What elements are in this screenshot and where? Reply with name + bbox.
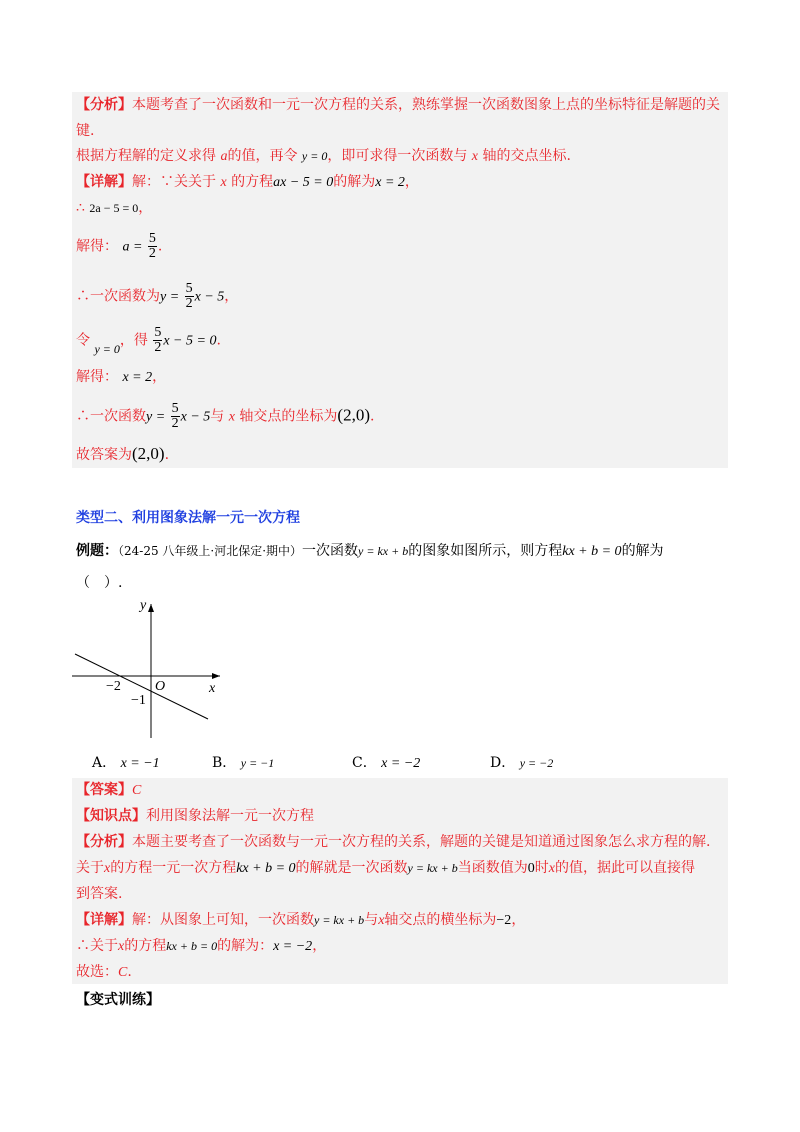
y-tick-label: −1 [131,693,146,708]
equation: kx + b = 0 [166,939,218,953]
analysis-tag: 【分析】 [76,97,132,113]
lhs: y = [160,289,180,305]
text: 故选： [76,964,118,980]
answer-tag: 【答案】 [76,782,132,798]
denominator: 2 [185,296,193,311]
analysis-line-2 [76,858,695,879]
detail-line-4 [76,282,238,311]
detail-line-3b [76,962,132,983]
text: ， [312,938,327,954]
answer-value: C [132,783,142,798]
knowledge-point-tag: 【知识点】 [76,808,146,824]
answer-line [76,780,141,801]
analysis-tag: 【分析】 [76,834,132,850]
text: 的方程 [124,938,167,954]
option-letter: B． [212,755,237,771]
equation: y = 0 [301,149,328,163]
x-tick-label: −2 [106,679,121,694]
text: ， [152,369,167,385]
var-x: x [228,409,235,425]
text: . [216,332,221,349]
text: 故答案为 [76,447,132,463]
text: 轴的交点坐标. [482,148,571,164]
text: 解：从图象上可知，一次函数 [132,912,314,928]
text: ，得 [119,332,148,349]
condition: y = 0 [94,341,120,356]
analysis-line-3: 到答案. [76,886,123,902]
option-letter: C． [352,755,377,771]
var-x: x [378,913,385,928]
fraction [185,282,194,311]
zero: 0 [527,861,535,876]
text: . [127,964,132,980]
value: −2 [496,913,512,928]
function: y = kx + b [358,544,409,558]
function: y = kx + b [314,913,365,927]
rhs: x − 5 = 0 [163,333,217,349]
var-x: x [118,939,125,954]
text: ， [511,912,526,928]
numerator: 5 [148,231,156,246]
rhs: x − 5 [180,409,211,425]
var-a: a [220,149,228,164]
x-axis-label: x [209,681,216,696]
text: 的方程一元一次方程 [110,860,237,876]
text: ∴关于 [76,938,118,954]
text: 轴交点的横坐标为 [384,912,497,928]
therefore: ∴ [76,200,85,216]
text: ∴一次函数 [76,408,146,425]
text: 的解为 [333,174,376,190]
text: ， [224,288,239,305]
denominator: 2 [148,246,156,261]
text: 的解为 [621,543,664,559]
fraction [153,326,162,355]
var-x: x [104,861,111,876]
analysis-text: 本题考查了一次函数和一元一次方程的关系，熟练掌握一次函数图象上点的坐标特征是解题的关 [132,97,720,113]
option-c[interactable] [352,752,420,772]
detail-line-5 [76,326,221,355]
text: 解得： [76,238,118,255]
fraction [148,232,157,261]
text: 的方程 [231,174,274,190]
option-b[interactable] [212,752,274,772]
text: 解：∵关关于 [132,174,216,190]
text: . [164,447,170,463]
numerator: 5 [185,281,193,296]
numerator: 5 [154,325,162,340]
example-line-1 [76,541,664,562]
detail-line-7 [76,402,374,431]
text: 解得： [76,369,118,385]
function-line [75,654,208,719]
lhs: y = [146,409,166,425]
example-label: 例题： [76,543,118,559]
point: (2,0) [132,444,165,463]
rhs: x − 5 [194,289,225,305]
denominator: 2 [171,416,179,431]
text: 轴交点的坐标为 [239,408,338,425]
detail-line-2 [76,198,152,218]
detail-tag: 【详解】 [76,912,132,928]
answer-value: C [118,965,128,980]
example-line-2: （ ）. [76,575,123,591]
text: 当函数值为 [457,860,528,876]
solution: x = −2 [273,939,313,954]
detail-line-1b [76,910,525,931]
text: 的图象如图所示，则方程 [408,543,563,559]
text: 的解为： [217,938,274,954]
option-value: y = −2 [519,756,554,770]
denominator: 2 [154,340,162,355]
text: 时 [534,860,549,876]
detail-line-8 [76,444,169,465]
x-axis-arrow [212,673,220,679]
option-value: y = −1 [240,756,275,770]
equation: kx + b = 0 [236,861,296,876]
knowledge-point-line [76,806,314,826]
text: 根据方程解的定义求得 [76,148,216,164]
example-source: （24-25 八年级上·河北保定·期中） [118,544,303,558]
point: (2,0) [337,405,370,425]
function-graph [60,592,230,742]
detail-line-1 [76,172,419,193]
option-a[interactable] [92,752,160,772]
text: 与 [364,912,379,928]
lhs: a = [122,239,143,255]
var-x: x [220,175,227,190]
option-d[interactable] [490,752,553,772]
text: ， [404,174,419,190]
option-value: x = −2 [381,756,421,771]
option-letter: A． [92,755,117,771]
text: 与 [210,408,225,425]
var-x: x [471,149,479,164]
text: 一次函数 [302,543,359,559]
analysis-continuation: 键. [76,123,95,139]
option-value: x = −1 [120,756,160,771]
text: . [370,408,375,425]
text: 的解就是一次函数 [295,860,408,876]
text: ，即可求得一次函数与 [327,148,468,164]
text: 的值，再令 [227,148,298,164]
numerator: 5 [171,401,179,416]
text: ， [138,200,153,216]
origin-label: O [155,679,166,694]
detail-tag: 【详解】 [76,174,132,190]
text: 关于 [76,860,104,876]
text: 的值，据此可以直接得 [554,860,695,876]
equation: kx + b = 0 [562,544,622,559]
detail-line-6 [76,367,166,388]
text: 令 [76,332,90,349]
function: y = kx + b [407,861,458,875]
var-x: x [548,861,555,876]
detail-line-2b [76,936,326,957]
y-axis-arrow [148,604,154,612]
text: ∴一次函数为 [76,288,160,305]
detail-line-3 [76,232,162,261]
analysis-line-2 [76,146,571,167]
analysis-line-1-cont [76,121,94,141]
option-letter: D． [490,755,516,771]
equation: 2a − 5 = 0 [89,201,139,215]
analysis-text: 本题主要考查了一次函数与一元一次方程的关系，解题的关键是知道通过图象怎么求方程的解. [132,834,711,850]
text: . [157,238,163,255]
section-title: 类型二、利用图象法解一元一次方程 [76,510,300,526]
fraction [171,402,180,431]
y-axis-label: y [140,598,147,613]
equation: ax − 5 = 0 [273,175,334,190]
knowledge-point: 利用图象法解一元一次方程 [146,808,314,824]
analysis-line-1 [76,95,720,115]
variant-training-label: 【变式训练】 [76,992,160,1008]
solution: x = 2 [122,370,153,385]
analysis-line [76,832,710,852]
solution: x = 2 [375,175,405,190]
